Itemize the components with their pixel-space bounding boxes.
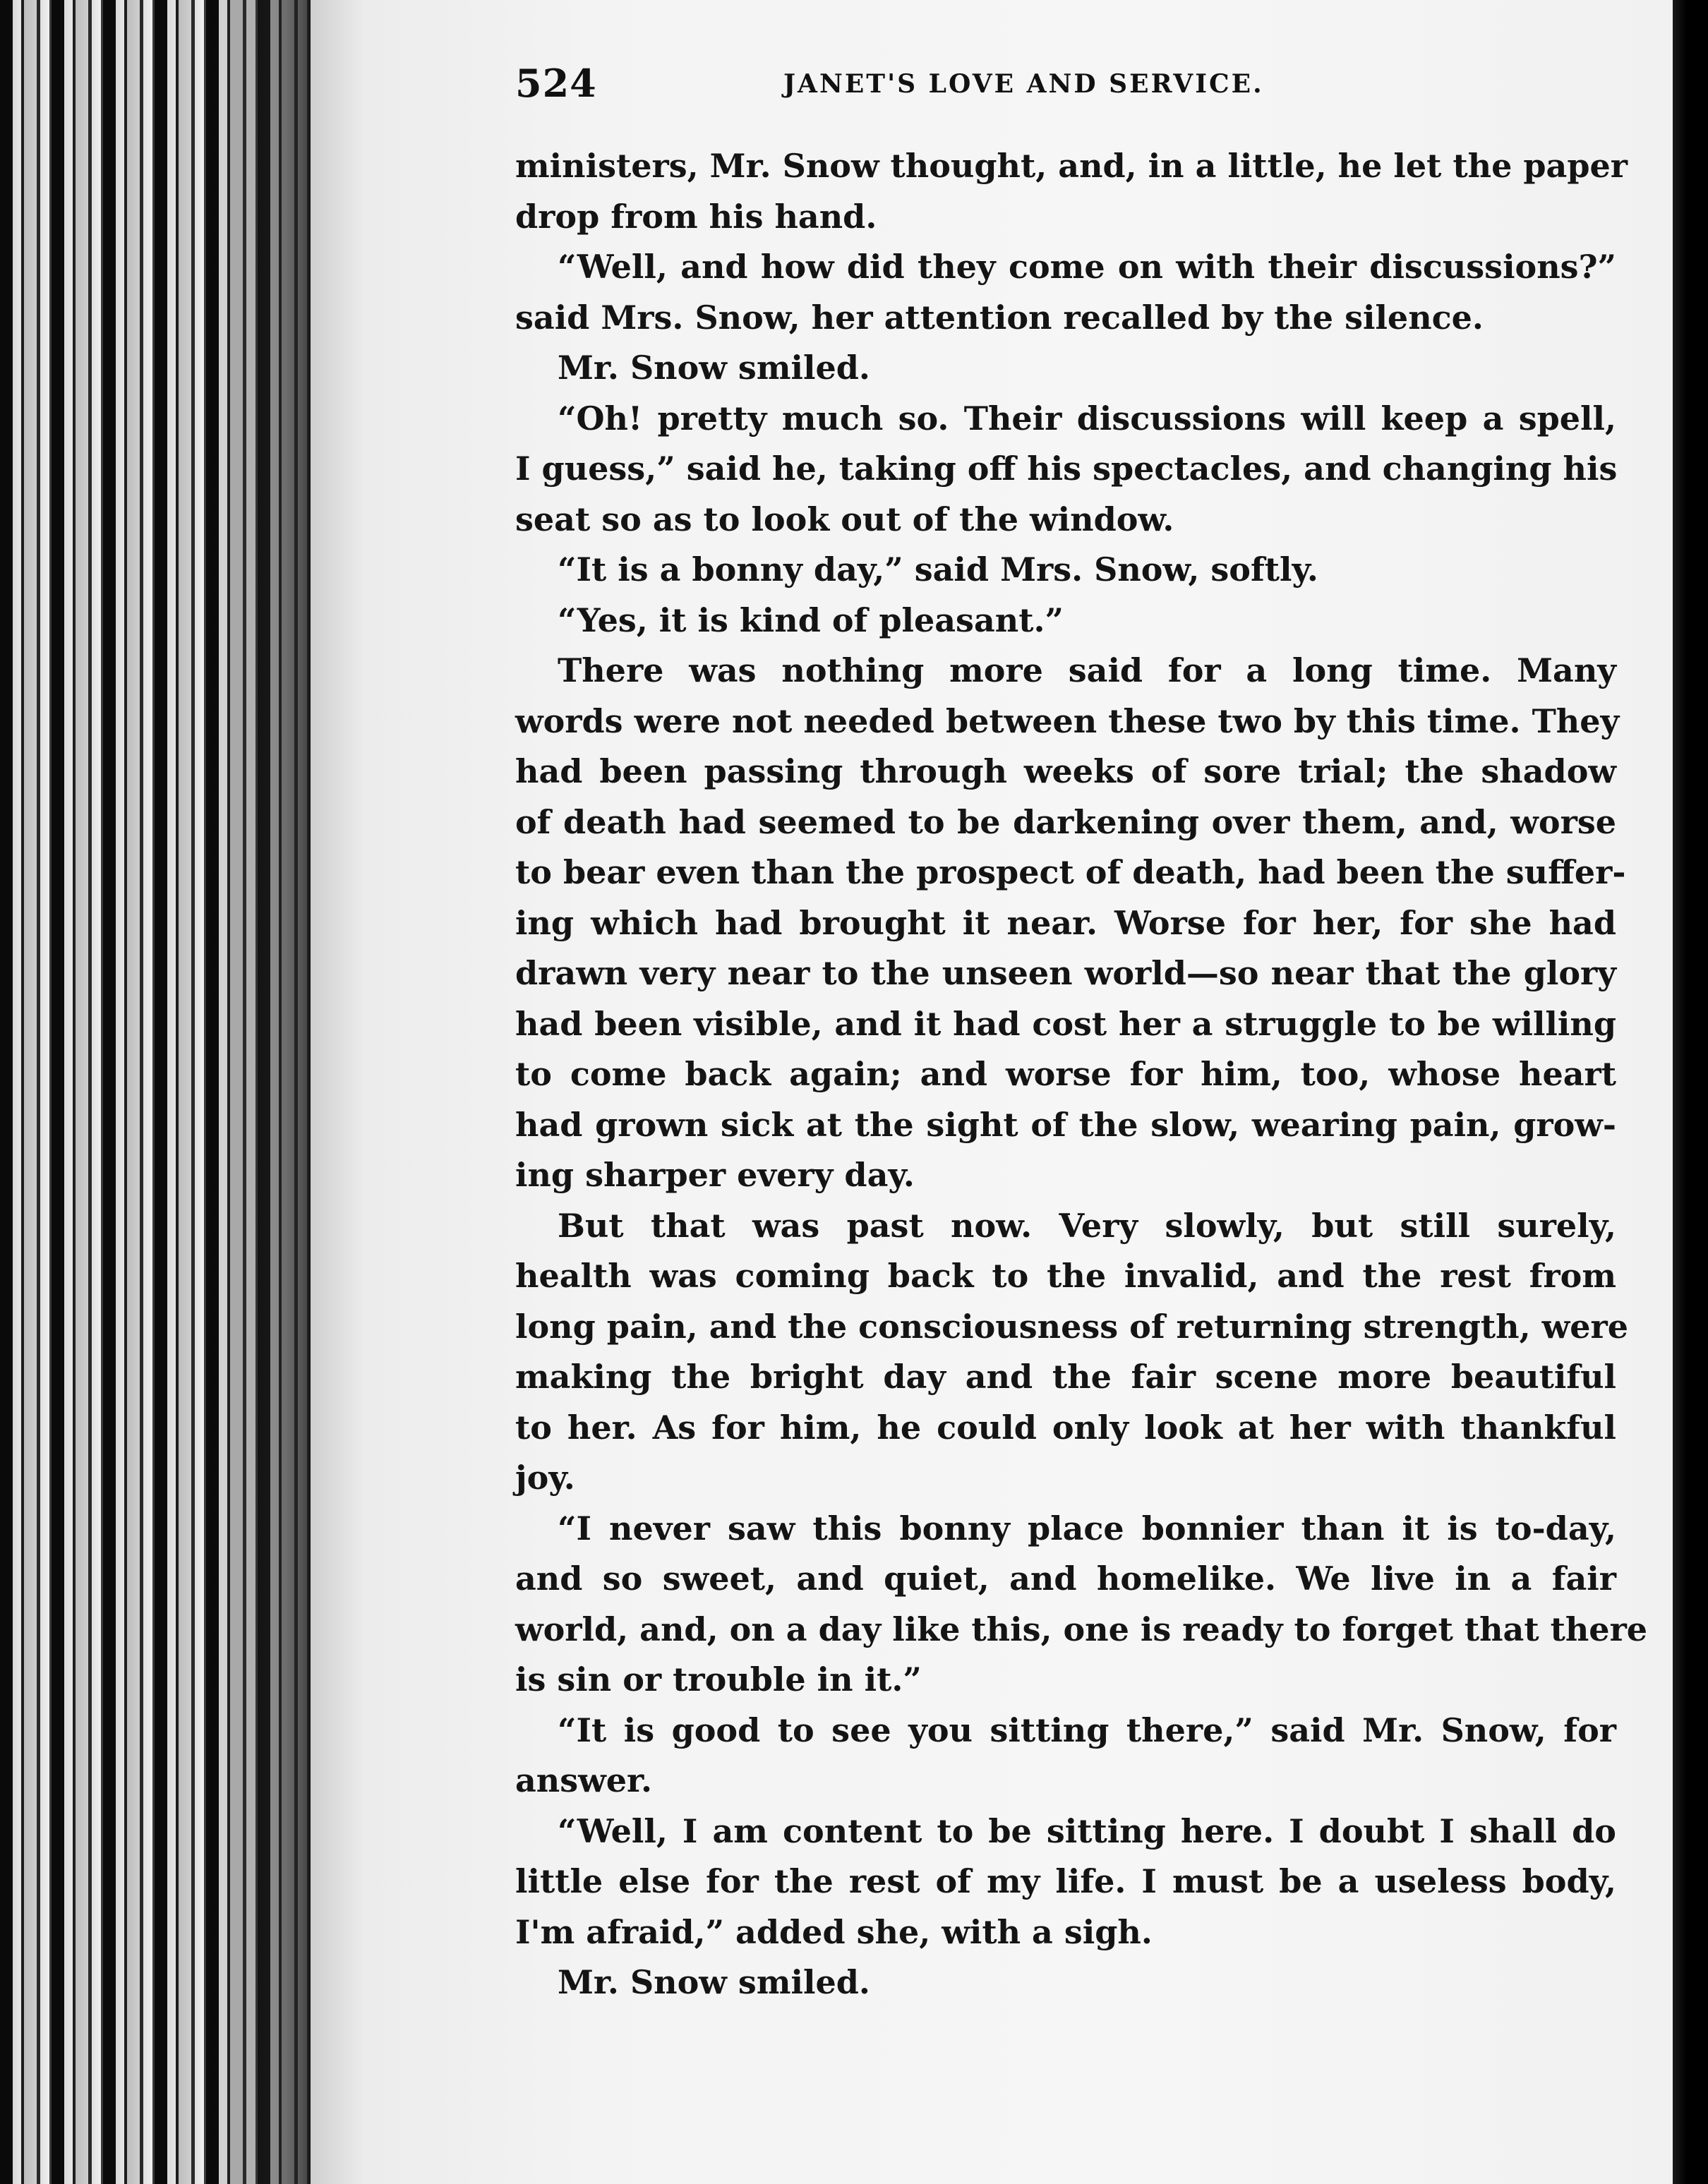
text-line: of death had seemed to be darkening over them, and, worse — [515, 802, 1616, 841]
text-line: had grown sick at the sight of the slow, wearing pain, grow- — [515, 1105, 1616, 1144]
text-line: to come back again; and worse for him, too, whose heart — [515, 1055, 1616, 1093]
text-line: world, and, on a day like this, one is ready to forget that there — [515, 1610, 1648, 1648]
text-line: ing sharper every day. — [515, 1156, 915, 1194]
text-line: is sin or trouble in it.” — [515, 1660, 922, 1699]
text-line: “Well, and how did they come on with their discussions?” — [558, 248, 1616, 286]
text-line: said Mrs. Snow, her attention recalled by the silence. — [515, 298, 1484, 337]
text-line: I'm afraid,” added she, with a sigh. — [515, 1912, 1153, 1951]
text-line: ministers, Mr. Snow thought, and, in a little, he let the paper — [515, 147, 1628, 185]
text-line: “I never saw this bonny place bonnier than it is to-day, — [558, 1509, 1616, 1547]
text-line: to bear even than the prospect of death, had been the suffer- — [515, 853, 1626, 891]
text-line: drawn very near to the unseen world—so near that the glory — [515, 954, 1616, 992]
text-line: had been passing through weeks of sore trial; the shadow — [515, 752, 1616, 790]
text-line: making the bright day and the fair scene more beautiful — [515, 1358, 1616, 1396]
right-page-edge — [1673, 0, 1708, 2184]
text-line: I guess,” said he, taking off his spectacles, and changing his — [515, 450, 1618, 488]
text-line: “It is good to see you sitting there,” said Mr. Snow, for — [558, 1711, 1616, 1749]
text-line: words were not needed between these two by this time. They — [515, 701, 1620, 740]
text-line: drop from his hand. — [515, 197, 877, 236]
text-line: had been visible, and it had cost her a struggle to be willing — [515, 1004, 1616, 1043]
text-line: ing which had brought it near. Worse for her, for she had — [515, 903, 1616, 942]
text-line: “Yes, it is kind of pleasant.” — [558, 601, 1064, 639]
running-title: JANET'S LOVE AND SERVICE. — [783, 69, 1264, 99]
text-line: “Oh! pretty much so. Their discussions will keep a spell, — [558, 399, 1616, 438]
text-line: “It is a bonny day,” said Mrs. Snow, softly. — [558, 550, 1318, 589]
text-line: There was nothing more said for a long time. Many — [558, 651, 1616, 689]
book-page — [311, 0, 1673, 2184]
text-line: health was coming back to the invalid, and the rest from — [515, 1257, 1616, 1295]
page-number: 524 — [515, 61, 597, 106]
text-line: little else for the rest of my life. I must be a useless body, — [515, 1862, 1616, 1900]
text-line: long pain, and the consciousness of returning strength, were — [515, 1307, 1628, 1346]
text-line: Mr. Snow smiled. — [558, 349, 870, 387]
text-line: answer. — [515, 1761, 653, 1799]
text-line: and so sweet, and quiet, and homelike. We live in a fair — [515, 1559, 1616, 1598]
body-text — [515, 141, 1648, 2008]
text-line: seat so as to look out of the window. — [515, 500, 1174, 538]
text-line: “Well, I am content to be sitting here. I doubt I shall do — [558, 1811, 1616, 1850]
running-header — [515, 61, 1616, 117]
gutter-shadow — [212, 0, 318, 2184]
text-line: joy. — [515, 1459, 575, 1497]
text-line: to her. As for him, he could only look at her with thankful — [515, 1408, 1616, 1447]
text-line: Mr. Snow smiled. — [558, 1963, 870, 2001]
text-line: But that was past now. Very slowly, but still surely, — [558, 1206, 1616, 1245]
